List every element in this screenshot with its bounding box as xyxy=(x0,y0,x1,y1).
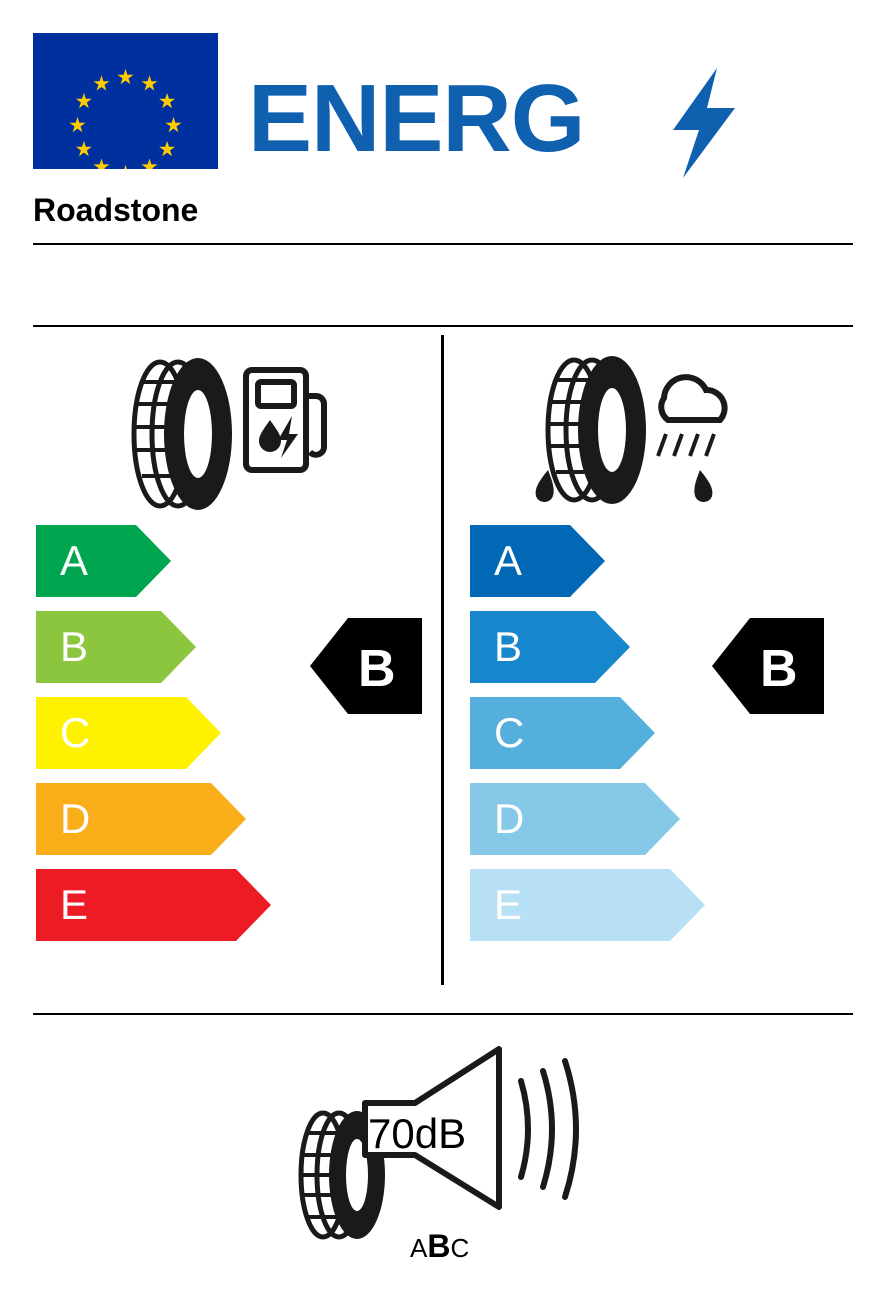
lightning-bolt-icon xyxy=(665,68,740,178)
grade-letter: A xyxy=(494,537,523,584)
grade-bar xyxy=(36,783,271,855)
divider-vertical xyxy=(441,335,444,985)
fuel-rating-marker xyxy=(310,610,422,727)
grade-letter: D xyxy=(60,795,91,842)
energ-wordmark: ENERG xyxy=(248,65,585,172)
divider-section xyxy=(33,325,853,327)
brand-name: Roadstone xyxy=(33,192,199,228)
wet-grip-rating-value: B xyxy=(760,639,798,698)
tyre-fuel-pump-icon xyxy=(120,352,330,522)
label-header xyxy=(33,33,713,172)
grade-letter: B xyxy=(60,623,89,670)
noise-class-scale xyxy=(410,1228,469,1265)
noise-class-a: A xyxy=(410,1233,428,1263)
grade-letter: C xyxy=(60,709,91,756)
grade-letter: B xyxy=(494,623,523,670)
grade-bar xyxy=(36,525,271,597)
grade-letter: A xyxy=(60,537,89,584)
grade-bar xyxy=(470,783,705,855)
grade-bar xyxy=(36,611,271,683)
wet-grip-rating-marker xyxy=(712,610,824,727)
grade-letter: C xyxy=(494,709,525,756)
grade-letter: D xyxy=(494,795,525,842)
grade-bar xyxy=(470,611,705,683)
grade-letter: E xyxy=(494,881,523,928)
noise-value: 70dB xyxy=(368,1110,467,1157)
eu-stars-icon xyxy=(33,33,218,169)
divider-bottom xyxy=(33,1013,853,1015)
grade-bar xyxy=(36,697,271,769)
wet-grip-grades xyxy=(470,525,705,955)
grade-bar xyxy=(470,869,705,941)
grade-bar xyxy=(470,697,705,769)
noise-class-b: B xyxy=(427,1228,451,1264)
eu-flag-icon xyxy=(33,33,218,169)
noise-class-c: C xyxy=(450,1233,470,1263)
divider-top xyxy=(33,243,853,245)
fuel-rating-value: B xyxy=(358,639,396,698)
grade-letter: E xyxy=(60,881,89,928)
tyre-rain-cloud-icon xyxy=(524,352,744,527)
grade-bar xyxy=(470,525,705,597)
grade-bar xyxy=(36,869,271,941)
fuel-efficiency-grades xyxy=(36,525,271,955)
